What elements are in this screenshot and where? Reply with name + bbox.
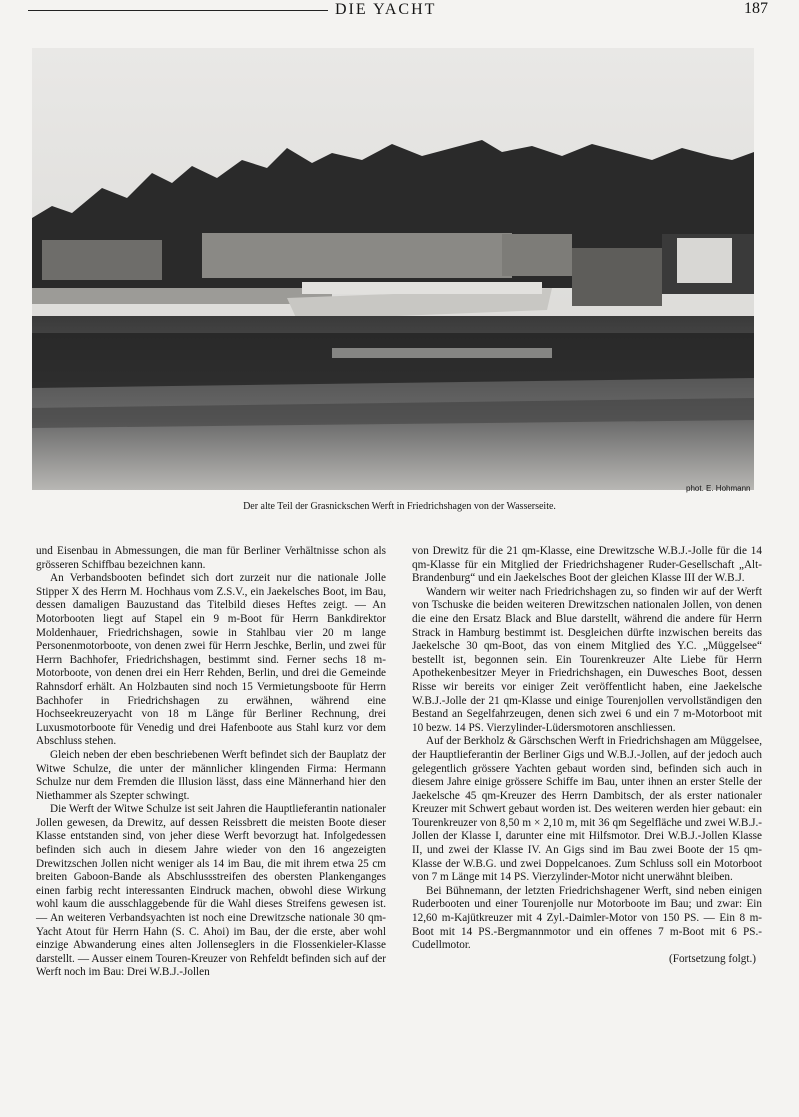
paragraph: An Verbandsbooten befindet sich dort zurzeit nur die nationale Jolle Stipper X des Herrn M. Hochhaus vom Z.S.V., ein Jaekelsches Boot, im Bau, dessen damaligen Bauzustand das Titelbild dieses Heftes zeigt. — An Motorbooten liegt auf Stapel ein 9 m-Boot für Herrn Bankdirektor Moldenhauer, Friedrichshagen, sowie in Stahlbau vier 20 m lange Personenmotorboote, von denen zwei für Herrn Jeschke, Berlin, und zwei für Herrn Bachhofer, Friedrichshagen, bestimmt sind. Ferner sechs 18 m-Motorboote, von denen drei ein Herr Rehden, Berlin, und drei die Gemeinde Rahnsdorf erhält. An Holzbauten sind noch 15 Vermietungsboote für Herrn Bachhofer in Friedrichshagen zu erwähnen, während eine Hochseekreuzeryacht von 18 m Länge für Berliner Rechnung, drei Luxusmotorboote für Venedig und drei Hafenboote aus Stahl kurz vor dem Abschluss stehen. (36, 572, 386, 748)
header-rule (28, 10, 328, 11)
paragraph: und Eisenbau in Abmessungen, die man für Berliner Verhältnisse schon als grösseren Schiffbau bezeichnen kann. (36, 545, 386, 571)
photo-credit: phot. E. Hohmann (686, 484, 751, 493)
figure-caption: Der alte Teil der Grasnickschen Werft in Friedrichshagen von der Wasserseite. (243, 501, 556, 512)
continuation-note: (Fortsetzung folgt.) (669, 952, 756, 965)
text-column-right (412, 545, 762, 966)
paragraph: von Drewitz für die 21 qm-Klasse, eine Drewitzsche W.B.J.-Jolle für die 14 qm-Klasse für ein Mitglied der Friedrichshagener Ruder-Gesellschaft „Alt-Brandenburg“ und ein Jaekelsches Boot der gleichen Klasse III der W.B.J. (412, 545, 762, 585)
page-header (0, 0, 799, 22)
text-column-left (36, 545, 386, 980)
magazine-title: DIE YACHT (335, 1, 437, 18)
shipyard-photo-image (32, 48, 754, 490)
shipyard-photo (32, 48, 754, 490)
paragraph: Gleich neben der eben beschriebenen Werft befindet sich der Bauplatz der Witwe Schulze, die unter der männlicher klingenden Firma: Hermann Schulze nur dem Fremden die Illusion lässt, dass eine Männerhand hier den Niethammer als Szepter schwingt. (36, 748, 386, 802)
paragraph: Wandern wir weiter nach Friedrichshagen zu, so finden wir auf der Werft von Tschuske die beiden weiteren Drewitzschen nationalen Jollen, von denen die eine den Ersatz Black and Blue darstellt, während die andere für Herrn Strack in Hamburg bestimmt ist. Desgleichen dürfte inzwischen bereits das Jaekelsche 30 qm-Boot, das von einem Mitglied des Y.C. „Müggelsee“ bestellt ist, begonnen sein. Ein Tourenkreuzer Alte Liebe für Herrn Apothekenbesitzer Meyer in Friedrichshagen, ein Duwesches Boot, dessen Risse wir bereits vor einiger Zeit veröffentlicht haben, eine Jaekelsche W.B.J.-Jolle der 21 qm-Klasse und einige Tourenjollen vervollständigen den Bestand an Segelfahrzeugen, denen sich zwei 6 und ein 7 m-Motorboot mit 10 bezw. 14 PS. Vierzylinder-Lüdersmotoren anschliessen. (412, 585, 762, 734)
paragraph: Die Werft der Witwe Schulze ist seit Jahren die Hauptlieferantin nationaler Jollen gewesen, da Drewitz, auf dessen Reissbrett die meisten Boote dieser Klasse entstanden sind, von jeher diese Werft bevorzugt hat. Infolgedessen befinden sich auch in diesem Jahre wieder von den 16 angezeigten Drewitzschen Jollen nicht weniger als 14 im Bau, die mit ihrem etwa 25 cm breiten Gaboon-Bande als Abschlussstreifen des obersten Plankenganges einen farbig recht interessanten Eindruck machen, obwohl diese Wirkung wohl kaum die ausschlaggebende für die Wahl dieses Streifens gewesen ist. — An weiteren Verbandsyachten ist noch eine Drewitzsche nationale 30 qm-Yacht Atout für Herrn Hahn (S. C. Ahoi) im Bau, der die erste, aber wohl einzige Abwanderung eines alten Jollenseglers in die Flossenkieler-Klasse darstellt. — Ausser einem Touren-Kreuzer von Rehfeldt befinden sich auf der Werft noch im Bau: Drei W.B.J.-Jollen (36, 803, 386, 979)
paragraph: Auf der Berkholz & Gärschschen Werft in Friedrichshagen am Müggelsee, der Hauptlieferantin der Berliner Gigs und W.B.J.-Jollen, auf der jedoch auch gelegentlich grössere Yachten gebaut worden sind, befinden sich auch in diesem Jahre einige grössere Schiffe im Bau, unter ihnen an erster Stelle der Jaekelsche 45 qm-Kreuzer des Herrn Dambitsch, der als erster nationaler Kreuzer mit Schwert gebaut worden ist. Des weiteren werden hier gebaut: ein Tourenkreuzer von 8,50 m × 2,10 m, mit 36 qm Segelfläche und zwei W.B.J.-Jollen der Klasse I, darunter eine mit Hilfsmotor. Drei W.B.J.-Jollen Klasse II, und zwei der Klasse IV. An Gigs sind im Bau zwei Boote der 15 qm-Klasse der W.B.G. und zwei Doppelcanoes. Zum Schluss soll ein Motorboot von 7 m Länge mit 14 PS. Vierzylinder-Motor nicht unerwähnt bleiben. (412, 735, 762, 884)
page-number: 187 (744, 0, 768, 17)
paragraph: Bei Bühnemann, der letzten Friedrichshagener Werft, sind neben einigen Ruderbooten und einer Tourenjolle nur Motorboote im Bau; und zwar: Ein 12,60 m-Kajütkreuzer mit 4 Zyl.-Daimler-Motor von 150 PS. — Ein 8 m-Boot mit 14 PS.-Bergmannmotor und ein offenes 7 m-Boot mit 6 PS.-Cudellmotor. (412, 884, 762, 952)
